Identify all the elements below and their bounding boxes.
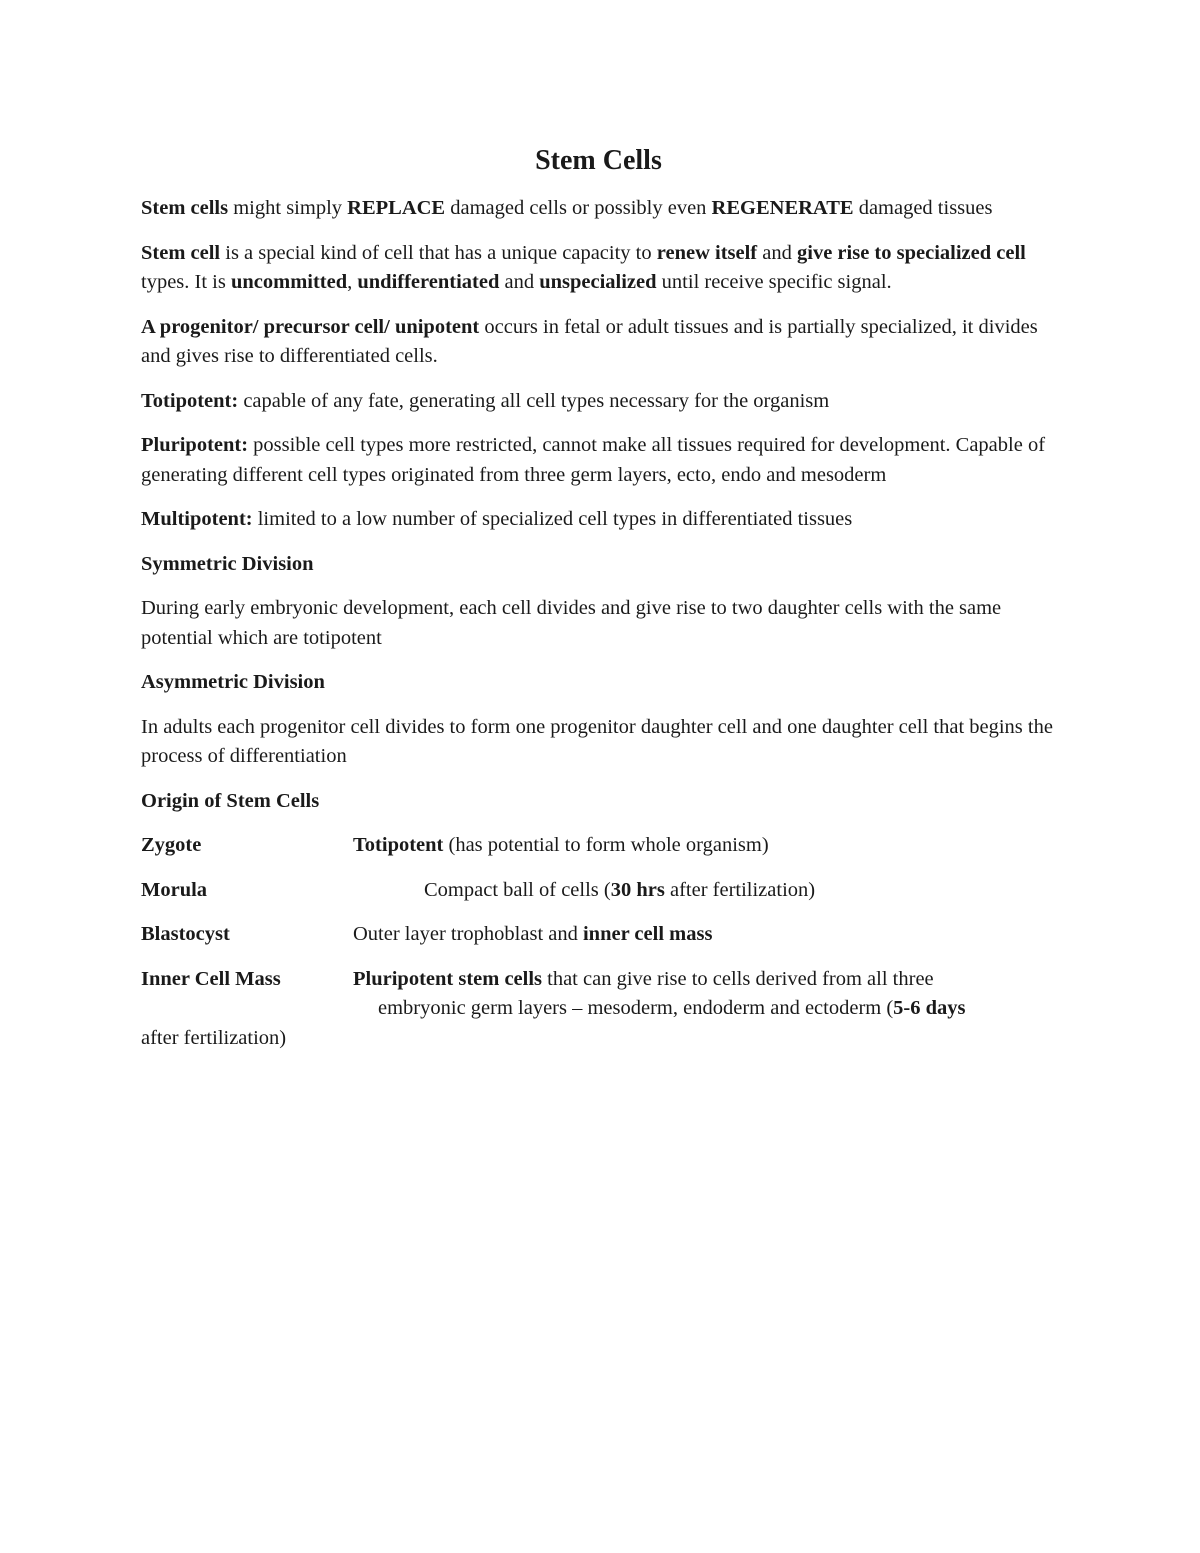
paragraph-totipotent: Totipotent: capable of any fate, generating all cell types necessary for the organism: [141, 389, 830, 412]
origin-row-blastocyst: [141, 920, 1056, 950]
heading-symmetric-division: Symmetric Division: [141, 552, 314, 575]
origin-description: Totipotent (has potential to form whole organism): [353, 834, 769, 856]
origin-description: Compact ball of cells (30 hrs after fertilization): [424, 878, 816, 901]
heading-asymmetric-division: Asymmetric Division: [141, 671, 325, 693]
paragraph-symmetric-division: During early embryonic development, each cell divides and give rise to two daughter cells with the same potential which are totipotent: [141, 597, 1002, 649]
heading-origin-of-stem-cells: Origin of Stem Cells: [141, 789, 320, 812]
paragraph-stem-cells-replace: Stem cells might simply REPLACE damaged cells or possibly even REGENERATE damaged tissues: [141, 197, 993, 219]
document-body: [141, 138, 1056, 1053]
paragraph-pluripotent: Pluripotent: possible cell types more restricted, cannot make all tissues required for development. Capable of generating different cell types originated from three germ layers, ecto, endo and mesoderm: [141, 434, 1046, 486]
origin-term: Blastocyst: [141, 923, 230, 945]
origin-description: Outer layer trophoblast and inner cell mass: [353, 923, 713, 945]
origin-description: Pluripotent stem cells that can give rise to cells derived from all three: [353, 967, 934, 990]
page-title: Stem Cells: [535, 145, 662, 176]
origin-description-continued: after fertilization): [141, 1026, 287, 1049]
origin-term: Inner Cell Mass: [141, 967, 281, 990]
paragraph-progenitor-cell: A progenitor/ precursor cell/ unipotent occurs in fetal or adult tissues and is partially specialized, it divides and gives rise to differentiated cells.: [141, 315, 1038, 367]
paragraph-multipotent: Multipotent: limited to a low number of specialized cell types in differentiated tissues: [141, 508, 853, 530]
origin-row-inner-cell-mass: [141, 965, 1056, 1054]
origin-description-continued: embryonic germ layers – mesoderm, endoderm and ectoderm (5-6 days: [378, 997, 966, 1019]
origin-row-morula: [141, 876, 1056, 906]
origin-term: Morula: [141, 878, 208, 901]
paragraph-stem-cell-definition: Stem cell is a special kind of cell that has a unique capacity to renew itself and give rise to specialized cell types. It is uncommitted, undifferentiated and unspecialized until receive specific signal.: [141, 241, 1026, 293]
origin-term: Zygote: [141, 834, 202, 856]
paragraph-asymmetric-division: In adults each progenitor cell divides to form one progenitor daughter cell and one daughter cell that begins the process of differentiation: [141, 715, 1053, 767]
origin-row-zygote: [141, 831, 1056, 861]
